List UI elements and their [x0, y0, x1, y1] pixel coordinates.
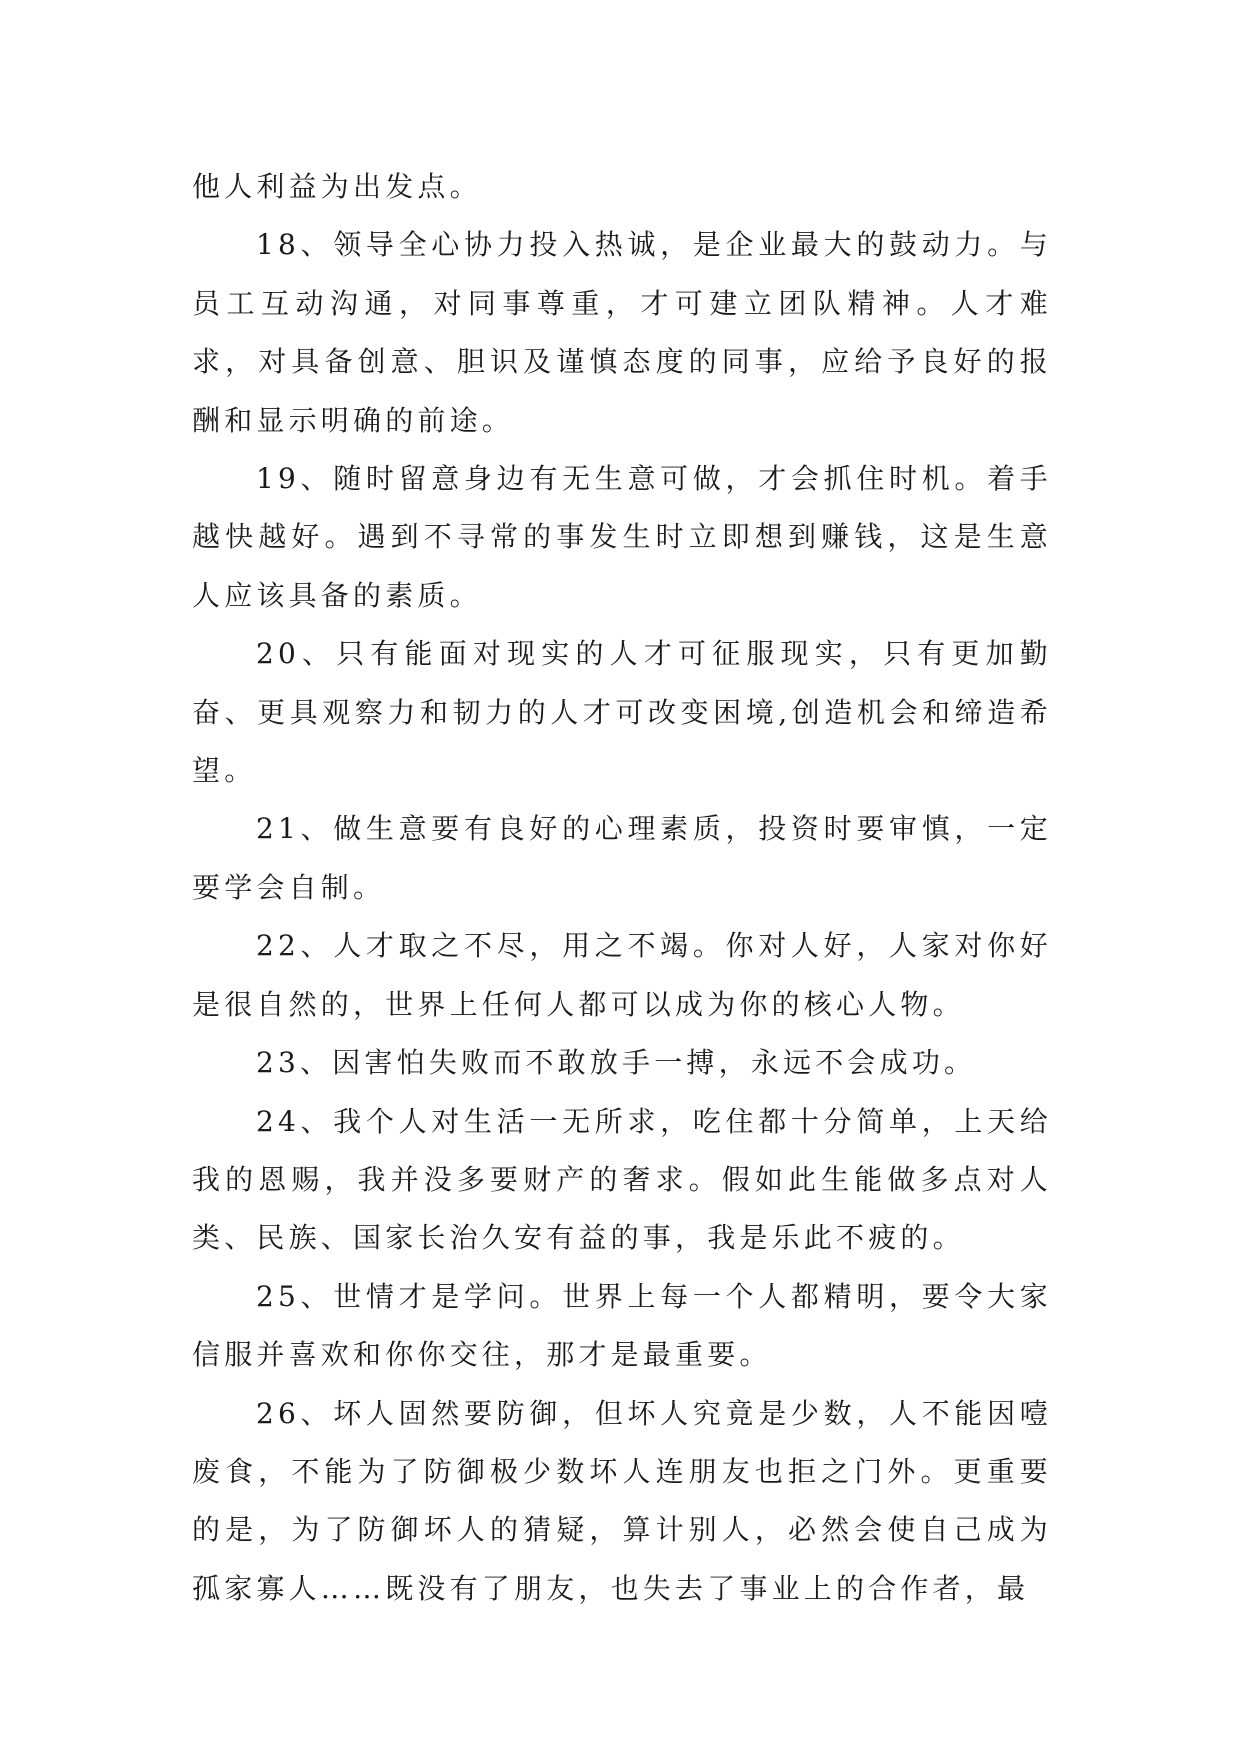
paragraph: 19、随时留意身边有无生意可做，才会抓住时机。着手越快越好。遇到不寻常的事发生时立即想到赚钱，这是生意人应该具备的素质。	[192, 462, 1052, 612]
document-body	[192, 158, 1052, 1618]
paragraph: 18、领导全心协力投入热诚，是企业最大的鼓动力。与员工互动沟通，对同事尊重，才可建立团队精神。人才难求，对具备创意、胆识及谨慎态度的同事，应给予良好的报酬和显示明确的前途。	[192, 228, 1052, 437]
paragraph: 24、我个人对生活一无所求，吃住都十分简单，上天给我的恩赐，我并没多要财产的奢求。假如此生能做多点对人类、民族、国家长治久安有益的事，我是乐此不疲的。	[192, 1104, 1052, 1255]
paragraph: 他人利益为出发点。	[192, 170, 482, 203]
paragraph: 26、坏人固然要防御，但坏人究竟是少数，人不能因噎废食，不能为了防御极少数坏人连朋友也拒之门外。更重要的是，为了防御坏人的猜疑，算计别人，必然会使自己成为孤家寡人……既没有了朋友，也失去了事业上的合作者，最	[192, 1396, 1052, 1605]
paragraph: 21、做生意要有良好的心理素质，投资时要审慎，一定要学会自制。	[192, 812, 1052, 904]
paragraph: 22、人才取之不尽，用之不竭。你对人好，人家对你好是很自然的，世界上任何人都可以成为你的核心人物。	[192, 929, 1052, 1021]
paragraph: 23、因害怕失败而不敢放手一搏，永远不会成功。	[256, 1046, 977, 1080]
paragraph: 25、世情才是学问。世界上每一个人都精明，要令大家信服并喜欢和你你交往，那才是最重要。	[192, 1279, 1052, 1372]
paragraph: 20、只有能面对现实的人才可征服现实，只有更加勤奋、更具观察力和韧力的人才可改变困境,创造机会和缔造希望。	[192, 637, 1052, 788]
